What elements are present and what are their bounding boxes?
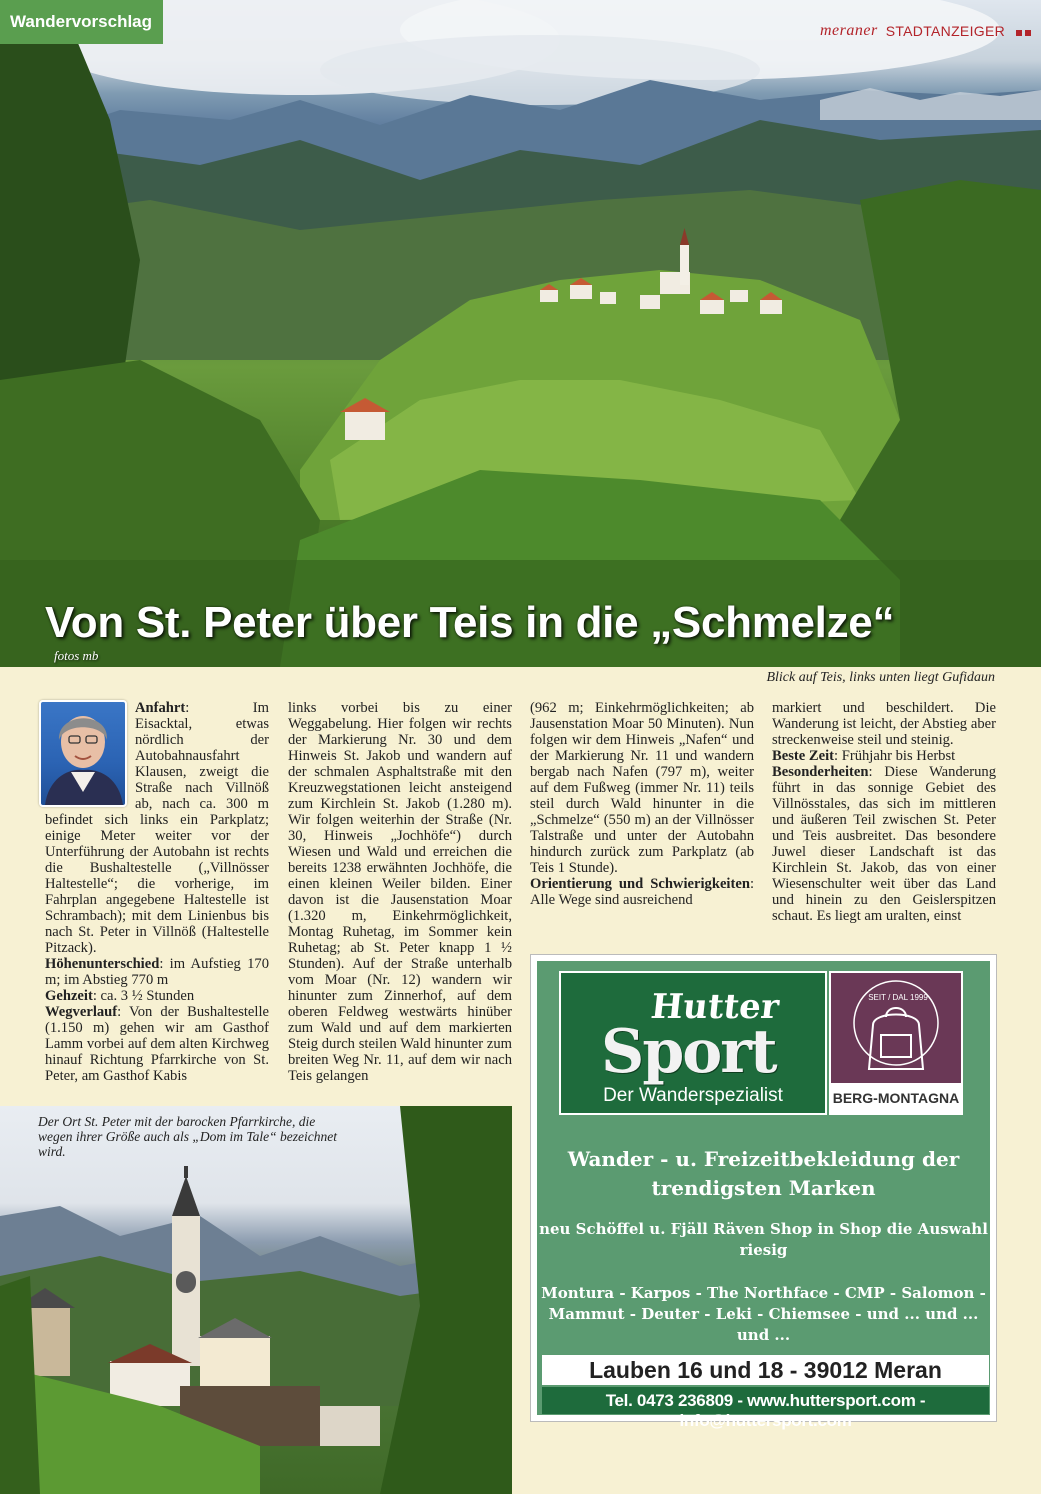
text-wegverlauf-2: links vorbei bis zu einer Weggabelung. Hier folgen wir rechts der Markierung Nr. 30 und dem Hinweis St. Jakob und wandern auf der schmalen Asphaltstraße mit den Kreuzwegstationen leicht ansteigend zum Kirchlein St. Jakob (1.280 m). Wir folgen weiterhin der Straße (Nr. 30, Hinweis „Jochhöfe“) durch Wiesen und Wald und erreichen die bereits 1238 erwähnten Jochhöfe, die einen kleinen Weiler bilden. Einer davon ist die Jausenstation Moar (1.320 m, Einkehrmöglichkeit, Montag Ruhetag, im Sommer kein Ruhetag; ab St. Peter knapp 1 ½ Stunden). Auf der Straße unterhalb vom Moar (Nr. 12) wandern wir hinunter zum Zinnerhof, auf dem oberen Feldweg westwärts hinüber zum Wald und auf dem markierten Steig durch steilen Wald hinunter zum breiten Weg Nr. 11, auf dem wir nach Teis gelangen [288,700,512,1084]
brand-meraner: meraner [820,22,878,39]
text-orientierung-2: markiert und beschildert. Die Wanderung ist leicht, der Abstieg aber streckenweise steil und steinig. [772,700,996,748]
article-column-3 [530,700,754,908]
text-gehzeit: : ca. 3 ½ Stunden [92,988,195,1004]
advertisement[interactable] [530,954,997,1430]
backpack-icon [831,973,961,1085]
ad-logo-hutter: Hutter [648,987,781,1027]
label-hoehenunterschied: Höhenunterschied [45,956,160,972]
label-wegverlauf: Wegverlauf [45,1004,118,1020]
label-beste-zeit: Beste Zeit [772,748,835,764]
badge-name: BERG-MONTAGNA [831,1083,961,1113]
label-orientierung: Orientierung und Schwierigkeiten [530,876,750,892]
berg-montagna-badge [829,971,963,1115]
article-column-1 [45,700,269,1084]
label-besonderheiten: Besonderheiten [772,764,869,780]
church-illustration [0,1106,512,1494]
hero-caption: Blick auf Teis, links unten liegt Gufidaun [766,670,995,685]
label-anfahrt: Anfahrt [135,700,186,716]
author-portrait-illustration [41,702,125,805]
text-beste-zeit: : Frühjahr bis Herbst [834,748,956,764]
ad-logo [559,971,827,1115]
landscape-illustration [0,0,1041,667]
ad-address: Lauben 16 und 18 - 39012 Meran [542,1355,989,1385]
text-anfahrt: : Im Eisacktal, etwas nördlich der Autobahnausfahrt Klausen, zweigt die Straße nach Villnöß ab, nach ca. 300 m befindet sich links ein Parkplatz; einige Meter weiter vor der Unterführung der Autobahn ist rechts die Bushaltestelle („Villnösser Haltestelle“; die vorherige, im Fahrplan angegebene Haltestelle ist Schrambach); mit dem Linienbus bis nach St. Peter in Villnöß (Haltestelle Pitzack). [45,700,269,956]
text-besonderheiten: : Diese Wanderung führt in das sonnige Gebiet des Villnösstales, das sich im mittleren und äußeren Teil zwischen St. Peter und Teis ausbreitet. Das besondere Juwel dieser Landschaft ist das Kirchlein St. Jakob, das von einer Wiesenschulter weit über das Land und hinein zu den Geislerspitzen schaut. Es liegt am uralten, einst [772,764,996,924]
section-tag: Wandervorschlag [0,0,163,44]
ad-novelty: neu Schöffel u. Fjäll Räven Shop in Shop die Auswahl riesig [539,1220,988,1259]
label-gehzeit: Gehzeit [45,988,93,1004]
article-column-4 [772,700,996,924]
badge-since: SEIT / DAL 1999 [868,993,928,1002]
text-orientierung-1: : Alle Wege sind ausreichend [530,876,754,908]
ad-panel [537,961,990,1430]
brand-stadtanzeiger: STADTANZEIGER [885,23,1005,39]
article-title: Von St. Peter über Teis in die „Schmelze“ [45,598,895,647]
article-column-2 [288,700,512,1084]
brand-squares-icon [1013,23,1031,39]
ad-brands: Montura - Karpos - The Northface - CMP - Salomon - Mammut - Deuter - Leki - Chiemsee - und ... und ... und ... [541,1284,986,1344]
ad-contact[interactable]: Tel. 0473 236809 - www.huttersport.com - info@huttersport.com [542,1387,989,1414]
ad-logo-tagline: Der Wanderspezialist [603,1085,783,1106]
text-wegverlauf-1: : Von der Bushaltestelle (1.150 m) gehen wir am Gasthof Lamm vorbei auf dem alten Kirchweg hinauf Richtung Pfarrkirche von St. Peter, am Gasthof Kabis [45,1004,269,1084]
church-photo [0,1106,512,1494]
photo-credit: fotos mb [54,648,99,663]
hero-photo [0,0,1041,667]
ad-headline: Wander - u. Freizeitbekleidung der trendigsten Marken [567,1147,960,1200]
church-caption: Der Ort St. Peter mit der barocken Pfarrkirche, die wegen ihrer Größe auch als „Dom im Tale“ bezeichnet wird. [38,1114,337,1159]
ad-logo-sport: Sport [601,1017,776,1087]
author-portrait [39,700,127,807]
text-wegverlauf-3: (962 m; Einkehrmöglichkeiten; ab Jausenstation Moar 50 Minuten). Nun folgen wir dem Hinweis „Nafen“ und der Markierung Nr. 11 und wandern bergab nach Nafen (797 m), weiter auf dem Fußweg (immer Nr. 11) teils steil durch Wald hinunter in die „Schmelze“ (550 m) an der Villnösser Talstraße und unter der Autobahn hindurch zurück zum Parkplatz (ab Teis 1 Stunde). [530,700,754,876]
text-hoehenunterschied: : im Aufstieg 170 m; im Abstieg 770 m [45,956,269,988]
publication-logo [820,22,1031,40]
